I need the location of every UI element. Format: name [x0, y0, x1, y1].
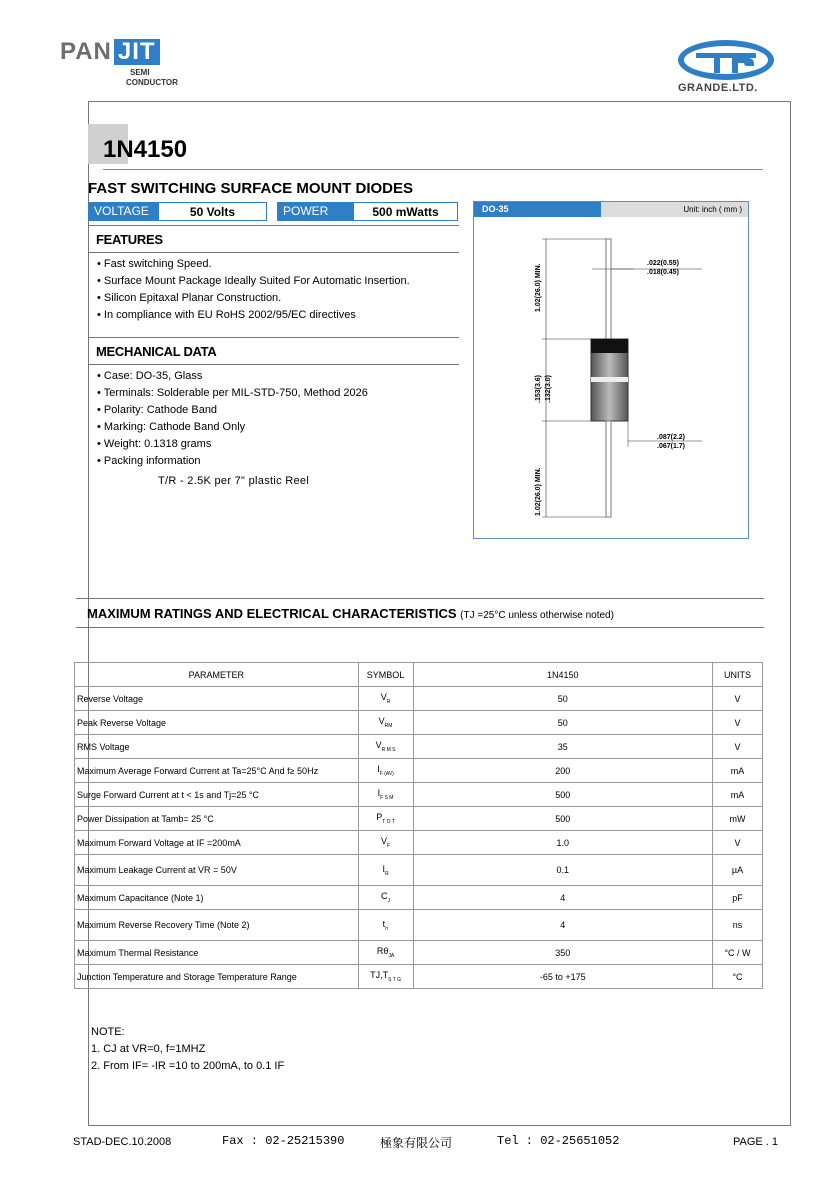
footer-tel: Tel : 02-25651052 [497, 1134, 620, 1148]
cell-symbol [358, 941, 413, 965]
dim-lead-diameter-max: .022(0.55) [647, 260, 679, 267]
symbol-main: TJ,T [370, 970, 389, 981]
ratings-condition: (TJ =25°C unless otherwise noted) [460, 610, 614, 621]
cell-unit: mA [713, 783, 763, 807]
table-row [75, 759, 763, 783]
cell-symbol [358, 759, 413, 783]
notes-title: NOTE: [91, 1026, 125, 1038]
list-item: • Fast switching Speed. [97, 256, 410, 273]
notes-block [91, 1024, 284, 1075]
cell-parameter: Maximum Thermal Resistance [75, 941, 359, 965]
features-top-rule [88, 225, 459, 226]
symbol-main: V [380, 692, 387, 703]
list-item: • Packing information [97, 453, 368, 470]
cell-symbol [358, 886, 413, 910]
footer-company: 極象有限公司 [380, 1137, 453, 1151]
symbol-subscript: T O T [382, 818, 395, 825]
cell-parameter: Maximum Reverse Recovery Time (Note 2) [75, 910, 359, 941]
list-item: • Silicon Epitaxal Planar Construction. [97, 290, 410, 307]
panjit-sub-semi: SEMI [130, 68, 150, 77]
cell-value: 500 [413, 783, 712, 807]
cell-parameter: Surge Forward Current at t < 1s and Tj=25 °C [75, 783, 359, 807]
note-item: 2. From IF= -IR =10 to 200mA, to 0.1 IF [91, 1060, 285, 1072]
cell-symbol [358, 910, 413, 941]
cell-value: 0.1 [413, 855, 712, 886]
cell-value: 500 [413, 807, 712, 831]
symbol-subscript: S T G [388, 976, 401, 983]
ratings-title [87, 606, 614, 621]
cell-symbol [358, 831, 413, 855]
list-item: • In compliance with EU RoHS 2002/95/EC directives [97, 307, 410, 324]
cell-unit: °C / W [713, 941, 763, 965]
dim-body-length-max: .153(3.6) [535, 374, 542, 403]
col-header-symbol: SYMBOL [358, 663, 413, 687]
cell-value: 50 [413, 711, 712, 735]
symbol-main: I [377, 788, 381, 799]
col-header-units: UNITS [713, 663, 763, 687]
voltage-value: 50 Volts [158, 202, 267, 221]
product-subtitle: FAST SWITCHING SURFACE MOUNT DIODES [88, 180, 414, 197]
ratings-title-text: MAXIMUM RATINGS AND ELECTRICAL CHARACTERISTICS [87, 606, 457, 621]
ratings-bottom-rule [76, 627, 764, 628]
footer-fax: Fax : 02-25215390 [222, 1134, 345, 1148]
symbol-subscript: J [387, 897, 391, 904]
cell-unit: pF [713, 886, 763, 910]
cell-value: 35 [413, 735, 712, 759]
table-row [75, 807, 763, 831]
symbol-subscript: R [386, 698, 391, 705]
cell-symbol [358, 965, 413, 989]
cell-symbol [358, 855, 413, 886]
panjit-logo [60, 38, 160, 66]
symbol-subscript: F S M [380, 794, 394, 801]
dim-body-length-min: .132(3.0) [545, 374, 552, 403]
power-label: POWER [277, 202, 353, 221]
title-divider [103, 169, 763, 170]
table-row [75, 783, 763, 807]
mechanical-top-rule [88, 337, 459, 338]
cell-symbol [358, 711, 413, 735]
cell-parameter: Maximum Capacitance (Note 1) [75, 886, 359, 910]
ratings-top-rule [76, 598, 764, 599]
list-item: • Terminals: Solderable per MIL-STD-750, Method 2026 [97, 385, 368, 402]
cell-value: 4 [413, 910, 712, 941]
cell-value: 1.0 [413, 831, 712, 855]
mechanical-title: MECHANICAL DATA [96, 344, 217, 359]
panjit-sub-conductor: CONDUCTOR [126, 78, 178, 87]
cell-unit: °C [713, 965, 763, 989]
cell-unit: V [713, 711, 763, 735]
col-header-part: 1N4150 [413, 663, 712, 687]
cell-value: -65 to +175 [413, 965, 712, 989]
dim-body-diameter-max: .087(2.2) [657, 434, 686, 441]
grande-logo-text: GRANDE.LTD. [678, 82, 758, 94]
dim-lead-length-bottom: 1.02(26.0) MIN. [535, 467, 542, 516]
packing-detail: T/R - 2.5K per 7" plastic Reel [158, 475, 310, 487]
dim-lead-length-top: 1.02(26.0) MIN. [535, 263, 542, 312]
panjit-logo-pan: PAN [60, 38, 112, 65]
dim-lead-diameter-min: .018(0.45) [647, 269, 679, 276]
symbol-main: V [375, 740, 382, 751]
dim-body-diameter-min: .067(1.7) [657, 443, 686, 450]
note-item: 1. CJ at VR=0, f=1MHZ [91, 1043, 206, 1055]
table-row [75, 831, 763, 855]
features-list [97, 256, 410, 324]
ratings-table-body [75, 687, 763, 989]
mechanical-list [97, 368, 368, 470]
diode-outline-drawing [474, 217, 749, 538]
package-unit: Unit: inch ( mm ) [601, 202, 748, 217]
ratings-table [74, 662, 763, 989]
footer-doc-id: STAD-DEC.10.2008 [73, 1136, 172, 1148]
cell-parameter: Power Dissipation at Tamb= 25 °C [75, 807, 359, 831]
cell-value: 50 [413, 687, 712, 711]
panjit-logo-jit: JIT [114, 39, 160, 65]
symbol-main: V [381, 836, 388, 847]
table-header-row [75, 663, 763, 687]
cell-unit: V [713, 735, 763, 759]
symbol-subscript: F (AV) [379, 770, 394, 777]
power-value: 500 mWatts [353, 202, 458, 221]
symbol-main: I [382, 863, 385, 874]
cell-parameter: Maximum Forward Voltage at IF =200mA [75, 831, 359, 855]
cell-unit: µA [713, 855, 763, 886]
list-item: • Marking: Cathode Band Only [97, 419, 368, 436]
cell-parameter: Peak Reverse Voltage [75, 711, 359, 735]
package-name: DO-35 [474, 202, 601, 217]
symbol-main: Rθ [376, 946, 389, 957]
table-row [75, 687, 763, 711]
table-row [75, 910, 763, 941]
cell-parameter: Junction Temperature and Storage Temperature Range [75, 965, 359, 989]
list-item: • Surface Mount Package Ideally Suited For Automatic Insertion. [97, 273, 410, 290]
table-row [75, 735, 763, 759]
cell-value: 200 [413, 759, 712, 783]
grande-logo-icon [676, 38, 776, 82]
cell-symbol [358, 783, 413, 807]
cell-symbol [358, 687, 413, 711]
cell-parameter: Reverse Voltage [75, 687, 359, 711]
symbol-subscript: JA [388, 952, 395, 959]
mechanical-bottom-rule [88, 364, 459, 365]
symbol-subscript: R M S [381, 746, 396, 753]
table-row [75, 965, 763, 989]
table-row [75, 941, 763, 965]
list-item: • Case: DO-35, Glass [97, 368, 368, 385]
table-row [75, 855, 763, 886]
cell-value: 4 [413, 886, 712, 910]
footer-page: PAGE . 1 [733, 1136, 779, 1148]
cell-symbol [358, 735, 413, 759]
symbol-main: t [382, 918, 386, 929]
table-row [75, 886, 763, 910]
cell-parameter: RMS Voltage [75, 735, 359, 759]
panjit-logo-sub [126, 68, 178, 88]
symbol-main: V [378, 716, 385, 727]
part-number-title: 1N4150 [103, 136, 188, 163]
symbol-subscript: F [387, 842, 391, 849]
cell-unit: mW [713, 807, 763, 831]
cell-unit: mA [713, 759, 763, 783]
cell-unit: V [713, 687, 763, 711]
list-item: • Polarity: Cathode Band [97, 402, 368, 419]
symbol-subscript: R [384, 870, 389, 877]
symbol-main: P [376, 812, 383, 823]
cell-unit: V [713, 831, 763, 855]
features-title: FEATURES [96, 232, 163, 247]
symbol-main: I [377, 764, 380, 775]
cell-value: 350 [413, 941, 712, 965]
table-row [75, 711, 763, 735]
cell-unit: ns [713, 910, 763, 941]
list-item: • Weight: 0.1318 grams [97, 436, 368, 453]
symbol-subscript: rr [385, 925, 389, 932]
symbol-subscript: RM [384, 722, 393, 729]
voltage-label: VOLTAGE [88, 202, 158, 221]
col-header-parameter: PARAMETER [75, 663, 359, 687]
cell-parameter: Maximum Leakage Current at VR = 50V [75, 855, 359, 886]
symbol-main: C [381, 891, 388, 902]
features-bottom-rule [88, 252, 459, 253]
cell-symbol [358, 807, 413, 831]
cell-parameter: Maximum Average Forward Current at Ta=25°C And f≥ 50Hz [75, 759, 359, 783]
